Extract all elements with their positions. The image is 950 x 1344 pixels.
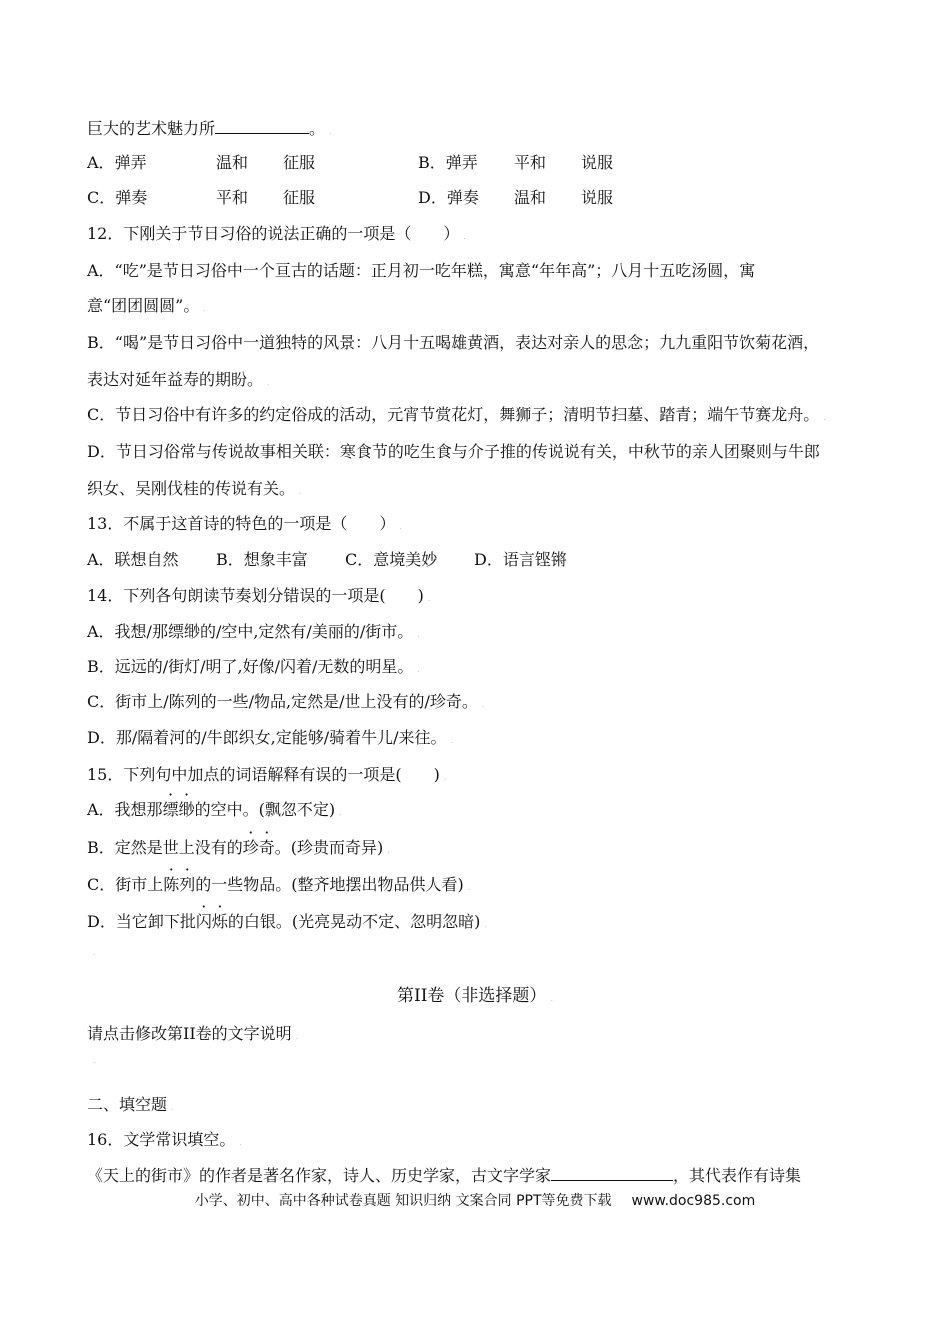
q15-option-d: D．当它卸下批闪烁的白银。(光亮晃动不定、忽明忽暗) . bbox=[87, 912, 487, 931]
q12-stem: 12．下刚关于节日习俗的说法正确的一项是（ ） . bbox=[87, 224, 466, 243]
q14-stem: 14．下列各句朗读节奏划分错误的一项是( ) . bbox=[87, 586, 431, 605]
empty-paragraph-mark-2: . bbox=[93, 1056, 96, 1065]
q11-option-d: D．弹奏 bbox=[418, 188, 479, 207]
q12-option-b-line1: B．“喝”是节日习俗中一道独特的风景：八月十五喝雄黄酒，表达对亲人的思念；九九重阳节饮菊花酒， bbox=[87, 333, 820, 352]
q12-option-b-line2: 表达对延年益寿的期盼。 . bbox=[87, 370, 270, 389]
q11-stem-text: 巨大的艺术魅力所 bbox=[87, 119, 216, 138]
q12-option-d-line2: 织女、吴刚伐桂的传说有关。 . bbox=[87, 479, 302, 498]
q11-stem-end: 。 bbox=[309, 119, 326, 138]
q11-option-b-word3: 说服 bbox=[581, 153, 614, 172]
q13-stem: 13．不属于这首诗的特色的一项是（ ） . bbox=[87, 514, 402, 533]
q15-option-c: C．街市上陈列的一些物品。(整齐地摆出物品供人看) . bbox=[87, 875, 471, 894]
q14-option-c: C．街市上/陈列的一些/物品,定然是/世上没有的/珍奇。 . bbox=[87, 692, 485, 711]
q11-option-c-word2: 平和 bbox=[216, 188, 249, 207]
dotted-char: 陈 bbox=[163, 875, 180, 894]
q16-stem: 16．文学常识填空。 . bbox=[87, 1130, 242, 1149]
dotted-char: 缥 bbox=[162, 800, 179, 819]
section-2-heading: 二、填空题 . bbox=[87, 1095, 174, 1114]
empty-paragraph-mark: . bbox=[93, 948, 96, 957]
dotted-char: 烁 bbox=[211, 912, 228, 931]
answer-blank bbox=[551, 1165, 673, 1181]
q13-option-a: A．联想自然 bbox=[87, 550, 179, 569]
q11-option-b: B．弹弄 bbox=[418, 153, 478, 172]
part2-note: 请点击修改第II卷的文字说明 . bbox=[87, 1024, 299, 1043]
q13-option-c: C．意境美妙 bbox=[345, 550, 438, 569]
q14-option-d: D．那/隔着河的/牛郎织女,定能够/骑着牛儿/来往。 . bbox=[87, 728, 454, 747]
q11-option-d-word3: 说服 bbox=[581, 188, 614, 207]
footer-text: 小学、初中、高中各种试卷真题 知识归纳 文案合同 PPT等免费下载 bbox=[194, 1193, 612, 1209]
q11-option-a-word3: 征服 bbox=[283, 153, 316, 172]
dotted-char: 珍 bbox=[242, 838, 259, 857]
q14-option-a: A．我想/那缥缈的/空中,定然有/美丽的/街市。 . bbox=[87, 622, 420, 641]
q11-option-a-word2: 温和 bbox=[216, 153, 249, 172]
q11-stem-tail bbox=[87, 118, 332, 142]
q11-option-b-word2: 平和 bbox=[514, 153, 547, 172]
dotted-char: 缈 bbox=[178, 800, 195, 819]
q16-line1: 《天上的街市》的作者是著名作家，诗人、历史学家，古文字学家 ，其代表作有诗集 bbox=[87, 1166, 802, 1185]
dotted-char: 闪 bbox=[195, 912, 212, 931]
q15-option-a: A．我想那缥缈的空中。(飘忽不定) . bbox=[87, 800, 342, 819]
q11-option-d-word2: 温和 bbox=[514, 188, 547, 207]
q15-option-b: B．定然是世上没有的珍奇。(珍贵而奇异) . bbox=[87, 838, 390, 857]
footer-site: www.doc985.com bbox=[631, 1193, 756, 1209]
q13-option-b: B．想象丰富 bbox=[216, 550, 308, 569]
answer-blank bbox=[215, 118, 309, 134]
page-footer bbox=[0, 1192, 950, 1210]
q13-option-d: D．语言铿锵 bbox=[474, 550, 567, 569]
dotted-char: 列 bbox=[179, 875, 196, 894]
q12-option-c: C．节日习俗中有许多的约定俗成的活动，元宵节赏花灯，舞狮子；清明节扫墓、踏青；端午节赛龙舟。 . bbox=[87, 405, 826, 424]
q11-option-a: A．弹弄 bbox=[87, 153, 147, 172]
q15-stem: 15．下列句中加点的词语解释有误的一项是( ) . bbox=[87, 765, 447, 784]
paragraph-mark: . bbox=[329, 127, 332, 136]
q14-option-b: B．远远的/街灯/明了,好像/闪着/无数的明星。 . bbox=[87, 657, 420, 676]
q12-option-a-line2: 意“团团圆圆”。 . bbox=[87, 296, 206, 315]
q12-option-a-line1: A．“吃”是节日习俗中一个亘古的话题：正月初一吃年糕，寓意“年年高”；八月十五吃汤圆，寓 bbox=[87, 261, 756, 280]
dotted-char: 奇 bbox=[258, 838, 275, 857]
q11-option-c: C．弹奏 bbox=[87, 188, 148, 207]
part2-title: 第II卷（非选择题） . bbox=[397, 986, 553, 1006]
q12-option-d-line1: D．节日习俗常与传说故事相关联：寒食节的吃生食与介子推的传说说有关，中秋节的亲人团聚则与牛郎 bbox=[87, 442, 820, 461]
q11-option-c-word3: 征服 bbox=[283, 188, 316, 207]
